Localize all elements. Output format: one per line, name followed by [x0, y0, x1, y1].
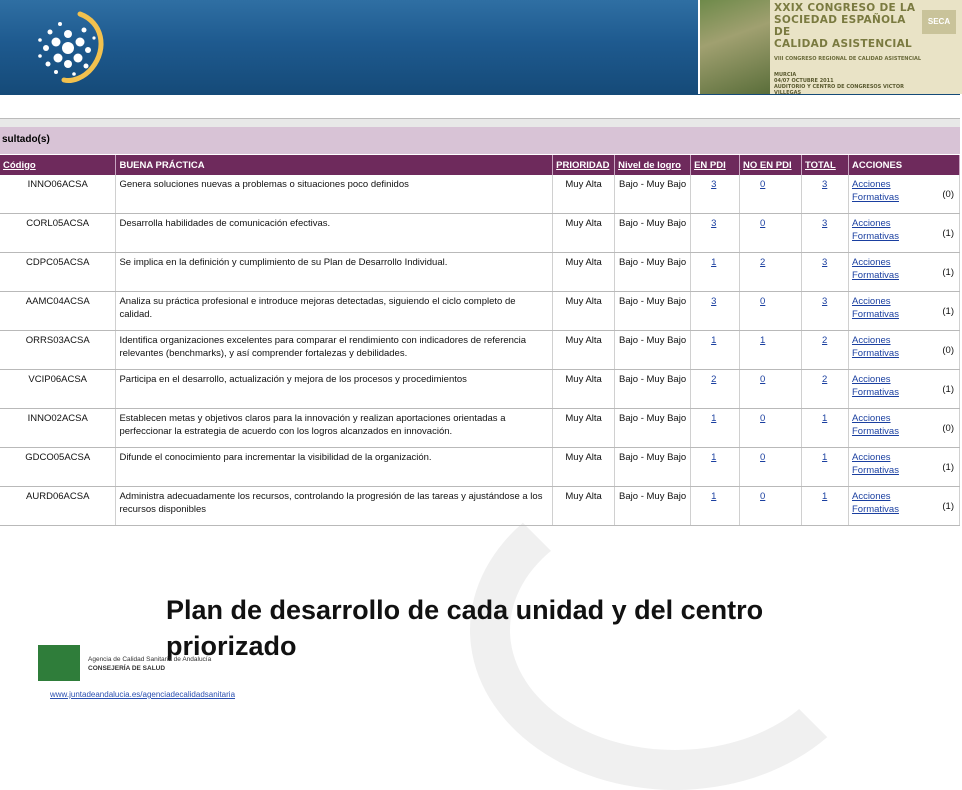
- actions-count: (1): [942, 228, 954, 239]
- en-pdi-link[interactable]: 3: [711, 179, 717, 190]
- total-link[interactable]: 2: [822, 374, 828, 385]
- cell-code: GDCO05ACSA: [0, 448, 116, 487]
- cell-code: CDPC05ACSA: [0, 253, 116, 292]
- cell-level: Bajo - Muy Bajo: [615, 214, 691, 253]
- cell-en-pdi: [691, 175, 740, 214]
- banner-venue: AUDITORIO Y CENTRO DE CONGRESOS VICTOR VILLEGAS: [774, 84, 904, 96]
- cell-level: Bajo - Muy Bajo: [615, 448, 691, 487]
- total-link[interactable]: 3: [822, 257, 828, 268]
- cell-code: INNO06ACSA: [0, 175, 116, 214]
- no-en-pdi-link[interactable]: 0: [760, 452, 766, 463]
- cell-en-pdi: [691, 292, 740, 331]
- actions-count: (1): [942, 384, 954, 395]
- acciones-formativas-link[interactable]: Acciones Formativas: [851, 413, 899, 437]
- cell-actions: [848, 253, 959, 292]
- no-en-pdi-link[interactable]: 1: [760, 335, 766, 346]
- results-bar: [0, 127, 960, 154]
- acciones-formativas-link[interactable]: Acciones Formativas: [851, 374, 899, 398]
- cell-priority: Muy Alta: [553, 175, 615, 214]
- cell-priority: Muy Alta: [553, 214, 615, 253]
- no-en-pdi-link[interactable]: 0: [760, 374, 766, 385]
- cell-actions: [848, 487, 959, 526]
- total-link[interactable]: 1: [822, 491, 828, 502]
- acciones-formativas-link[interactable]: Acciones Formativas: [851, 218, 899, 242]
- footer-ministry: CONSEJERÍA DE SALUD: [88, 665, 166, 672]
- total-link[interactable]: 3: [822, 179, 828, 190]
- cell-code: AURD06ACSA: [0, 487, 116, 526]
- cell-en-pdi: [691, 448, 740, 487]
- en-pdi-link[interactable]: 1: [711, 257, 717, 268]
- cell-total: [802, 487, 849, 526]
- acciones-formativas-link[interactable]: Acciones Formativas: [851, 296, 899, 320]
- actions-count: (0): [942, 423, 954, 434]
- practices-table: [0, 155, 960, 526]
- en-pdi-link[interactable]: 1: [711, 452, 717, 463]
- table-row: [0, 292, 960, 331]
- en-pdi-link[interactable]: 3: [711, 218, 717, 229]
- actions-count: (1): [942, 462, 954, 473]
- table-header-row: [0, 155, 960, 175]
- actions-count: (0): [942, 189, 954, 200]
- cell-code: ORRS03ACSA: [0, 331, 116, 370]
- table-row: [0, 409, 960, 448]
- en-pdi-link[interactable]: 2: [711, 374, 717, 385]
- no-en-pdi-link[interactable]: 0: [760, 413, 766, 424]
- actions-count: (1): [942, 267, 954, 278]
- cell-no-en-pdi: [740, 214, 802, 253]
- banner-city: MURCIA: [774, 72, 797, 78]
- cell-actions: [848, 331, 959, 370]
- total-link[interactable]: 1: [822, 452, 828, 463]
- cell-priority: Muy Alta: [553, 448, 615, 487]
- actions-count: (1): [942, 306, 954, 317]
- no-en-pdi-link[interactable]: 0: [760, 296, 766, 307]
- table-row: [0, 331, 960, 370]
- cell-practice: Analiza su práctica profesional e introduce mejoras detectadas, siguiendo el ciclo completo de calidad.: [116, 292, 553, 331]
- cell-code: CORL05ACSA: [0, 214, 116, 253]
- cell-en-pdi: [691, 214, 740, 253]
- cell-en-pdi: [691, 253, 740, 292]
- cell-no-en-pdi: [740, 409, 802, 448]
- table-row: [0, 175, 960, 214]
- acciones-formativas-link[interactable]: Acciones Formativas: [851, 491, 899, 515]
- cell-practice: Difunde el conocimiento para incrementar la visibilidad de la organización.: [116, 448, 553, 487]
- cell-priority: Muy Alta: [553, 409, 615, 448]
- en-pdi-link[interactable]: 1: [711, 491, 717, 502]
- congress-banner: [698, 0, 962, 94]
- footer-url-link[interactable]: www.juntadeandalucia.es/agenciadecalidadsanitaria: [50, 690, 236, 699]
- junta-andalucia-logo-icon: [38, 645, 80, 681]
- cell-total: [802, 409, 849, 448]
- cell-level: Bajo - Muy Bajo: [615, 487, 691, 526]
- col-header-code[interactable]: Código: [0, 155, 116, 175]
- cell-code: INNO02ACSA: [0, 409, 116, 448]
- table-row: [0, 487, 960, 526]
- cell-practice: Genera soluciones nuevas a problemas o situaciones poco definidos: [116, 175, 553, 214]
- total-link[interactable]: 3: [822, 218, 828, 229]
- cell-total: [802, 214, 849, 253]
- cell-priority: Muy Alta: [553, 487, 615, 526]
- cell-total: [802, 292, 849, 331]
- cell-actions: [848, 448, 959, 487]
- cell-no-en-pdi: [740, 175, 802, 214]
- acciones-formativas-link[interactable]: Acciones Formativas: [851, 335, 899, 359]
- total-link[interactable]: 1: [822, 413, 828, 424]
- cell-total: [802, 448, 849, 487]
- cell-priority: Muy Alta: [553, 292, 615, 331]
- banner-photo: [700, 0, 770, 94]
- col-header-en-pdi[interactable]: EN PDI: [691, 155, 740, 175]
- cell-priority: Muy Alta: [553, 331, 615, 370]
- header-bar: [0, 0, 960, 95]
- cell-total: [802, 370, 849, 409]
- cell-en-pdi: [691, 487, 740, 526]
- cell-no-en-pdi: [740, 331, 802, 370]
- cell-level: Bajo - Muy Bajo: [615, 409, 691, 448]
- cell-practice: Se implica en la definición y cumplimiento de su Plan de Desarrollo Individual.: [116, 253, 553, 292]
- col-header-total[interactable]: TOTAL: [802, 155, 849, 175]
- actions-count: (1): [942, 501, 954, 512]
- banner-subtitle: VIII CONGRESO REGIONAL DE CALIDAD ASISTENCIAL: [774, 56, 922, 62]
- cell-priority: Muy Alta: [553, 253, 615, 292]
- cell-code: VCIP06ACSA: [0, 370, 116, 409]
- cell-code: AAMC04ACSA: [0, 292, 116, 331]
- cell-total: [802, 175, 849, 214]
- cell-actions: [848, 214, 959, 253]
- agency-logo-icon: [28, 8, 108, 88]
- en-pdi-link[interactable]: 1: [711, 335, 717, 346]
- seca-logo: SECA: [922, 10, 956, 34]
- cell-en-pdi: [691, 331, 740, 370]
- cell-no-en-pdi: [740, 448, 802, 487]
- results-screenshot: [0, 97, 960, 515]
- slide-title: Plan de desarrollo de cada unidad y del centro priorizado: [166, 595, 764, 661]
- cell-practice: Administra adecuadamente los recursos, controlando la progresión de las tareas y ajustándose a los recursos disponibles: [116, 487, 553, 526]
- total-link[interactable]: 2: [822, 335, 828, 346]
- cell-total: [802, 331, 849, 370]
- cell-practice: Identifica organizaciones excelentes para comparar el rendimiento con indicadores de referencia relevantes (benchmarks), y así comprender fortalezas y debilidades.: [116, 331, 553, 370]
- cell-level: Bajo - Muy Bajo: [615, 331, 691, 370]
- cell-en-pdi: [691, 370, 740, 409]
- no-en-pdi-link[interactable]: 2: [760, 257, 766, 268]
- cell-en-pdi: [691, 409, 740, 448]
- cell-no-en-pdi: [740, 370, 802, 409]
- cell-actions: [848, 409, 959, 448]
- acciones-formativas-link[interactable]: Acciones Formativas: [851, 179, 899, 203]
- total-link[interactable]: 3: [822, 296, 828, 307]
- cell-level: Bajo - Muy Bajo: [615, 175, 691, 214]
- no-en-pdi-link[interactable]: 0: [760, 179, 766, 190]
- cell-actions: [848, 292, 959, 331]
- cell-total: [802, 253, 849, 292]
- banner-title-line: CALIDAD ASISTENCIAL: [774, 38, 913, 50]
- table-row: [0, 253, 960, 292]
- cell-level: Bajo - Muy Bajo: [615, 253, 691, 292]
- cell-no-en-pdi: [740, 292, 802, 331]
- cell-actions: [848, 370, 959, 409]
- banner-title-line: SOCIEDAD ESPAÑOLA DE: [774, 14, 906, 38]
- cell-practice: Establecen metas y objetivos claros para la innovación y realizan aportaciones orientadas a perfeccionar la estrategia de acuerdo con los logros alcanzados en innovación.: [116, 409, 553, 448]
- banner-dates: 04/07 OCTUBRE 2011: [774, 78, 834, 84]
- cell-no-en-pdi: [740, 253, 802, 292]
- col-header-practice: BUENA PRÁCTICA: [116, 155, 553, 175]
- cell-practice: Participa en el desarrollo, actualización y mejora de los procesos y procedimientos: [116, 370, 553, 409]
- footer-agency: Agencia de Calidad Sanitaria de Andalucía: [88, 656, 212, 663]
- cell-priority: Muy Alta: [553, 370, 615, 409]
- col-header-level[interactable]: Nivel de logro: [615, 155, 691, 175]
- acciones-formativas-link[interactable]: Acciones Formativas: [851, 452, 899, 476]
- actions-count: (0): [942, 345, 954, 356]
- col-header-no-en-pdi[interactable]: NO EN PDI: [740, 155, 802, 175]
- cell-level: Bajo - Muy Bajo: [615, 370, 691, 409]
- col-header-priority[interactable]: PRIORIDAD: [553, 155, 615, 175]
- no-en-pdi-link[interactable]: 0: [760, 218, 766, 229]
- table-row: [0, 370, 960, 409]
- acciones-formativas-link[interactable]: Acciones Formativas: [851, 257, 899, 281]
- table-row: [0, 214, 960, 253]
- cell-practice: Desarrolla habilidades de comunicación efectivas.: [116, 214, 553, 253]
- banner-title-line: XXIX CONGRESO DE LA: [774, 2, 916, 14]
- cell-no-en-pdi: [740, 487, 802, 526]
- col-header-actions: ACCIONES: [848, 155, 959, 175]
- cell-level: Bajo - Muy Bajo: [615, 292, 691, 331]
- no-en-pdi-link[interactable]: 0: [760, 491, 766, 502]
- table-row: [0, 448, 960, 487]
- en-pdi-link[interactable]: 1: [711, 413, 717, 424]
- results-label: sultado(s): [2, 134, 50, 145]
- cell-actions: [848, 175, 959, 214]
- en-pdi-link[interactable]: 3: [711, 296, 717, 307]
